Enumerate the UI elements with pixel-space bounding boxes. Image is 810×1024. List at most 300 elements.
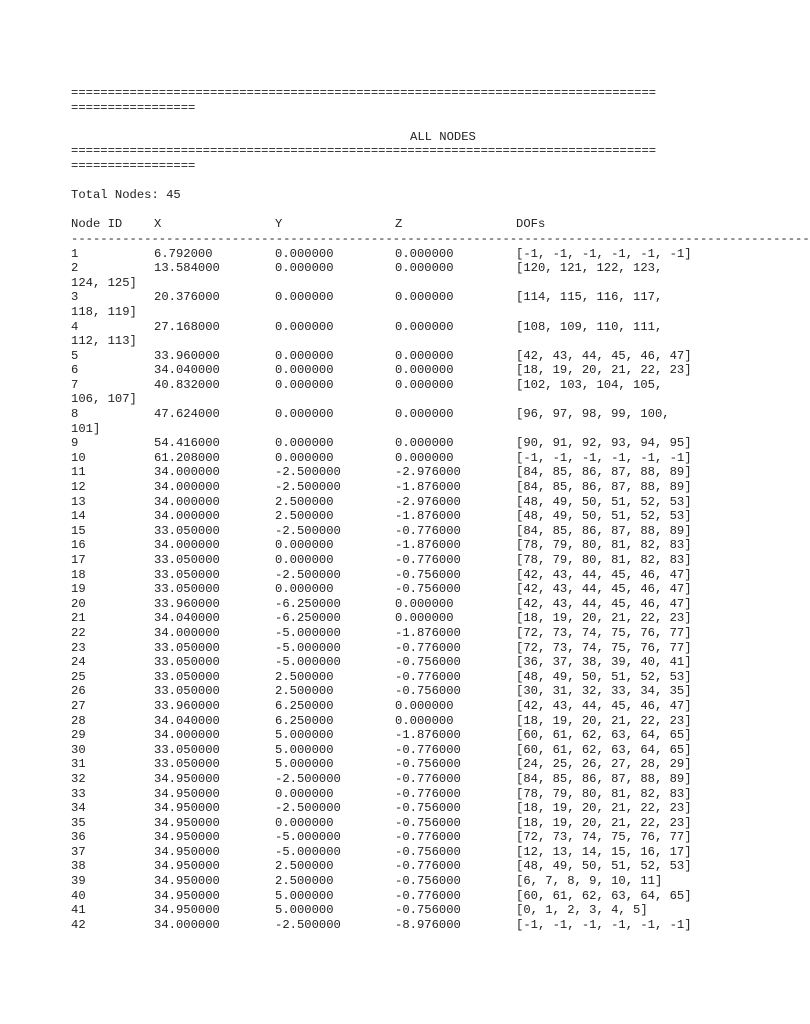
y-cell: -5.000000 — [275, 655, 341, 670]
node-id-cell: 22 — [71, 625, 86, 640]
node-id-cell: 15 — [71, 523, 86, 538]
node-id-cell: 23 — [71, 640, 86, 655]
rule-line-top: ================================================================================ — [71, 86, 657, 100]
node-id-cell: 33 — [71, 786, 86, 801]
dofs-cell: [48, 49, 50, 51, 52, 53] — [516, 509, 692, 524]
dofs-cell: [12, 13, 14, 15, 16, 17] — [516, 844, 692, 859]
z-cell: -2.976000 — [395, 494, 461, 509]
z-cell: -0.776000 — [395, 786, 461, 801]
z-cell: -8.976000 — [395, 917, 461, 932]
spacer — [71, 130, 711, 145]
table-row-cells — [71, 626, 711, 641]
table-row-cells — [71, 451, 711, 466]
z-cell: -0.776000 — [395, 771, 461, 786]
header-node-id: Node ID — [71, 217, 123, 232]
dofs-cell: [90, 91, 92, 93, 94, 95] — [516, 436, 692, 451]
table-row-cells — [71, 465, 711, 480]
y-cell: 0.000000 — [275, 290, 334, 305]
table-row-cells — [71, 830, 711, 845]
y-cell: 0.000000 — [275, 582, 334, 597]
node-id-cell: 32 — [71, 771, 86, 786]
x-cell: 54.416000 — [154, 436, 220, 451]
dofs-cell: [30, 31, 32, 33, 34, 35] — [516, 684, 692, 699]
y-cell: 0.000000 — [275, 363, 334, 378]
y-cell: 0.000000 — [275, 538, 334, 553]
table-row-cells — [71, 407, 711, 422]
dofs-cell: [72, 73, 74, 75, 76, 77] — [516, 640, 692, 655]
dofs-cell: [42, 43, 44, 45, 46, 47] — [516, 698, 692, 713]
table-row-cells — [71, 349, 711, 364]
node-id-cell: 35 — [71, 815, 86, 830]
x-cell: 34.950000 — [154, 874, 220, 889]
table-row-cells — [71, 247, 711, 262]
y-cell: 2.500000 — [275, 509, 334, 524]
y-cell: -2.500000 — [275, 917, 341, 932]
table-row — [71, 670, 711, 685]
z-cell: -0.776000 — [395, 830, 461, 845]
z-cell: -0.756000 — [395, 801, 461, 816]
y-cell: 2.500000 — [275, 669, 334, 684]
node-id-cell: 9 — [71, 436, 79, 451]
x-cell: 33.050000 — [154, 640, 220, 655]
table-row — [71, 874, 711, 889]
node-id-cell: 36 — [71, 830, 86, 845]
table-row — [71, 889, 711, 904]
x-cell: 33.050000 — [154, 582, 220, 597]
table-row — [71, 611, 711, 626]
dofs-cell: [18, 19, 20, 21, 22, 23] — [516, 363, 692, 378]
node-id-cell: 18 — [71, 567, 86, 582]
total-nodes: Total Nodes: 45 — [71, 188, 181, 203]
y-cell: 2.500000 — [275, 859, 334, 874]
z-cell: -0.756000 — [395, 757, 461, 772]
table-row-cells — [71, 757, 711, 772]
x-cell: 20.376000 — [154, 290, 220, 305]
table-row — [71, 480, 711, 495]
table-row-cells — [71, 320, 711, 335]
z-cell: -1.876000 — [395, 509, 461, 524]
z-cell: -2.976000 — [395, 465, 461, 480]
z-cell: -0.756000 — [395, 815, 461, 830]
y-cell: -6.250000 — [275, 596, 341, 611]
node-id-cell: 12 — [71, 480, 86, 495]
node-id-cell: 14 — [71, 509, 86, 524]
y-cell: 0.000000 — [275, 261, 334, 276]
node-id-cell: 34 — [71, 801, 86, 816]
y-cell: -2.500000 — [275, 523, 341, 538]
y-cell: 5.000000 — [275, 757, 334, 772]
table-row-cells — [71, 889, 711, 904]
table-header — [71, 217, 711, 232]
table-row — [71, 320, 711, 349]
z-cell: -1.876000 — [395, 728, 461, 743]
table-row-cells — [71, 378, 711, 393]
rule-line-bottom-wrap: ================= — [71, 158, 196, 173]
table-row — [71, 465, 711, 480]
z-cell: 0.000000 — [395, 713, 454, 728]
y-cell: 0.000000 — [275, 246, 334, 261]
y-cell: -2.500000 — [275, 567, 341, 582]
node-id-cell: 30 — [71, 742, 86, 757]
rule-line-bottom: ================================================================================ — [71, 144, 657, 159]
table-row-cells — [71, 261, 711, 276]
y-cell: 0.000000 — [275, 407, 334, 422]
node-id-cell: 16 — [71, 538, 86, 553]
z-cell: -0.776000 — [395, 523, 461, 538]
y-cell: 5.000000 — [275, 728, 334, 743]
dofs-cell: [18, 19, 20, 21, 22, 23] — [516, 611, 692, 626]
table-row-cells — [71, 903, 711, 918]
dofs-cell: [72, 73, 74, 75, 76, 77] — [516, 830, 692, 845]
table-row-cells — [71, 611, 711, 626]
table-row — [71, 509, 711, 524]
table-row — [71, 524, 711, 539]
table-row — [71, 582, 711, 597]
x-cell: 33.050000 — [154, 523, 220, 538]
table-row — [71, 568, 711, 583]
x-cell: 34.000000 — [154, 494, 220, 509]
node-id-cell: 6 — [71, 363, 79, 378]
node-table-body — [71, 247, 711, 933]
dofs-cell: [24, 25, 26, 27, 28, 29] — [516, 757, 692, 772]
header-dofs: DOFs — [516, 217, 546, 232]
x-cell: 34.950000 — [154, 903, 220, 918]
z-cell: -1.876000 — [395, 538, 461, 553]
table-row — [71, 407, 711, 436]
table-row-cells — [71, 743, 711, 758]
x-cell: 34.950000 — [154, 771, 220, 786]
y-cell: -5.000000 — [275, 844, 341, 859]
z-cell: -0.756000 — [395, 655, 461, 670]
spacer — [71, 203, 711, 218]
dofs-continuation: 106, 107] — [71, 392, 137, 407]
dofs-cell: [84, 85, 86, 87, 88, 89] — [516, 771, 692, 786]
y-cell: 5.000000 — [275, 888, 334, 903]
document-page — [71, 86, 810, 932]
table-row — [71, 495, 711, 510]
table-row — [71, 349, 711, 364]
y-cell: -2.500000 — [275, 771, 341, 786]
dofs-cell: [114, 115, 116, 117, — [516, 290, 663, 305]
z-cell: 0.000000 — [395, 377, 454, 392]
dofs-continuation: 124, 125] — [71, 275, 137, 290]
dofs-cell: [42, 43, 44, 45, 46, 47] — [516, 567, 692, 582]
table-row-cells — [71, 670, 711, 685]
y-cell: 6.250000 — [275, 698, 334, 713]
z-cell: 0.000000 — [395, 436, 454, 451]
x-cell: 61.208000 — [154, 450, 220, 465]
x-cell: 33.050000 — [154, 567, 220, 582]
dofs-cell: [-1, -1, -1, -1, -1, -1] — [516, 450, 692, 465]
x-cell: 34.000000 — [154, 917, 220, 932]
y-cell: 6.250000 — [275, 713, 334, 728]
table-row — [71, 743, 711, 758]
table-row — [71, 772, 711, 787]
table-row-cells — [71, 684, 711, 699]
y-cell: 0.000000 — [275, 553, 334, 567]
z-cell: -0.776000 — [395, 640, 461, 655]
table-row-cells — [71, 582, 711, 597]
z-cell: 0.000000 — [395, 596, 454, 611]
header-divider: ----------------------------------------------------------------------------------------------------- — [71, 231, 810, 246]
x-cell: 34.000000 — [154, 509, 220, 524]
node-id-cell: 17 — [71, 553, 86, 567]
table-row-cells — [71, 845, 711, 860]
x-cell: 33.960000 — [154, 698, 220, 713]
table-row — [71, 655, 711, 670]
table-row — [71, 378, 711, 407]
node-id-cell: 25 — [71, 669, 86, 684]
dofs-cell: [6, 7, 8, 9, 10, 11] — [516, 874, 663, 889]
x-cell: 33.050000 — [154, 684, 220, 699]
node-id-cell: 2 — [71, 261, 79, 276]
x-cell: 34.000000 — [154, 480, 220, 495]
table-row-cells — [71, 436, 711, 451]
x-cell: 40.832000 — [154, 377, 220, 392]
z-cell: 0.000000 — [395, 348, 454, 363]
page-title: ALL NODES — [410, 129, 476, 144]
node-id-cell: 37 — [71, 844, 86, 859]
x-cell: 33.050000 — [154, 669, 220, 684]
x-cell: 34.950000 — [154, 786, 220, 801]
node-id-cell: 4 — [71, 319, 79, 334]
x-cell: 34.950000 — [154, 815, 220, 830]
node-id-cell: 21 — [71, 611, 86, 626]
table-row-cells — [71, 480, 711, 495]
z-cell: -0.756000 — [395, 567, 461, 582]
table-row — [71, 626, 711, 641]
table-row — [71, 597, 711, 612]
y-cell: -2.500000 — [275, 801, 341, 816]
node-id-cell: 31 — [71, 757, 86, 772]
table-row-cells — [71, 787, 711, 802]
x-cell: 33.960000 — [154, 348, 220, 363]
table-row — [71, 859, 711, 874]
dofs-cell: [-1, -1, -1, -1, -1, -1] — [516, 246, 692, 261]
dofs-cell: [84, 85, 86, 87, 88, 89] — [516, 480, 692, 495]
z-cell: -0.776000 — [395, 553, 461, 567]
table-row — [71, 699, 711, 714]
y-cell: 5.000000 — [275, 903, 334, 918]
dofs-cell: [60, 61, 62, 63, 64, 65] — [516, 728, 692, 743]
dofs-cell: [96, 97, 98, 99, 100, — [516, 407, 670, 422]
dofs-cell: [48, 49, 50, 51, 52, 53] — [516, 494, 692, 509]
dofs-cell: [18, 19, 20, 21, 22, 23] — [516, 801, 692, 816]
dofs-continuation: 101] — [71, 421, 101, 436]
table-row-cells — [71, 641, 711, 656]
x-cell: 34.040000 — [154, 611, 220, 626]
y-cell: -2.500000 — [275, 465, 341, 480]
table-row-cells — [71, 699, 711, 714]
node-id-cell: 13 — [71, 494, 86, 509]
header-z: Z — [395, 217, 403, 232]
x-cell: 34.950000 — [154, 830, 220, 845]
x-cell: 34.000000 — [154, 538, 220, 553]
z-cell: -0.756000 — [395, 684, 461, 699]
x-cell: 34.040000 — [154, 713, 220, 728]
z-cell: 0.000000 — [395, 363, 454, 378]
table-row-cells — [71, 816, 711, 831]
y-cell: 0.000000 — [275, 815, 334, 830]
table-row-cells — [71, 553, 711, 568]
table-row-cells — [71, 495, 711, 510]
node-id-cell: 1 — [71, 246, 79, 261]
node-id-cell: 26 — [71, 684, 86, 699]
z-cell: -0.756000 — [395, 844, 461, 859]
x-cell: 33.050000 — [154, 553, 220, 567]
dofs-cell: [60, 61, 62, 63, 64, 65] — [516, 888, 692, 903]
node-id-cell: 8 — [71, 407, 79, 422]
y-cell: -6.250000 — [275, 611, 341, 626]
node-id-cell: 28 — [71, 713, 86, 728]
dofs-cell: [-1, -1, -1, -1, -1, -1] — [516, 917, 692, 932]
table-row-cells — [71, 509, 711, 524]
dofs-cell: [60, 61, 62, 63, 64, 65] — [516, 742, 692, 757]
z-cell: -0.776000 — [395, 669, 461, 684]
x-cell: 33.050000 — [154, 757, 220, 772]
x-cell: 34.950000 — [154, 888, 220, 903]
table-row — [71, 816, 711, 831]
table-row — [71, 363, 711, 378]
z-cell: 0.000000 — [395, 261, 454, 276]
x-cell: 34.040000 — [154, 363, 220, 378]
x-cell: 34.000000 — [154, 728, 220, 743]
dofs-cell: [78, 79, 80, 81, 82, 83] — [516, 553, 692, 567]
dofs-cell: [42, 43, 44, 45, 46, 47] — [516, 596, 692, 611]
x-cell: 13.584000 — [154, 261, 220, 276]
table-row — [71, 247, 711, 262]
dofs-cell: [84, 85, 86, 87, 88, 89] — [516, 523, 692, 538]
dofs-cell: [48, 49, 50, 51, 52, 53] — [516, 669, 692, 684]
table-row — [71, 641, 711, 656]
x-cell: 34.950000 — [154, 801, 220, 816]
z-cell: -0.756000 — [395, 903, 461, 918]
z-cell: -1.876000 — [395, 625, 461, 640]
table-row — [71, 684, 711, 699]
table-row — [71, 845, 711, 860]
z-cell: 0.000000 — [395, 611, 454, 626]
node-id-cell: 38 — [71, 859, 86, 874]
node-id-cell: 19 — [71, 582, 86, 597]
z-cell: 0.000000 — [395, 290, 454, 305]
z-cell: 0.000000 — [395, 407, 454, 422]
z-cell: -0.776000 — [395, 742, 461, 757]
x-cell: 34.000000 — [154, 625, 220, 640]
node-id-cell: 27 — [71, 698, 86, 713]
dofs-continuation: 112, 113] — [71, 334, 137, 349]
y-cell: 0.000000 — [275, 348, 334, 363]
dofs-cell: [84, 85, 86, 87, 88, 89] — [516, 465, 692, 480]
table-row-cells — [71, 363, 711, 378]
dofs-cell: [78, 79, 80, 81, 82, 83] — [516, 538, 692, 553]
dofs-cell: [108, 109, 110, 111, — [516, 319, 663, 334]
z-cell: -0.756000 — [395, 582, 461, 597]
y-cell: -2.500000 — [275, 480, 341, 495]
table-row-cells — [71, 655, 711, 670]
z-cell: -0.756000 — [395, 874, 461, 889]
x-cell: 34.000000 — [154, 465, 220, 480]
y-cell: 0.000000 — [275, 377, 334, 392]
dofs-cell: [18, 19, 20, 21, 22, 23] — [516, 713, 692, 728]
y-cell: 2.500000 — [275, 494, 334, 509]
dofs-cell: [102, 103, 104, 105, — [516, 377, 663, 392]
table-row — [71, 714, 711, 729]
dofs-cell: [18, 19, 20, 21, 22, 23] — [516, 815, 692, 830]
x-cell: 34.950000 — [154, 844, 220, 859]
y-cell: 2.500000 — [275, 874, 334, 889]
z-cell: 0.000000 — [395, 246, 454, 261]
table-row — [71, 451, 711, 466]
z-cell: 0.000000 — [395, 698, 454, 713]
dofs-cell: [78, 79, 80, 81, 82, 83] — [516, 786, 692, 801]
dofs-continuation: 118, 119] — [71, 304, 137, 319]
table-row-cells — [71, 714, 711, 729]
spacer — [71, 174, 711, 189]
x-cell: 27.168000 — [154, 319, 220, 334]
z-cell: -0.776000 — [395, 859, 461, 874]
dofs-cell: [36, 37, 38, 39, 40, 41] — [516, 655, 692, 670]
table-row — [71, 290, 711, 319]
z-cell: 0.000000 — [395, 319, 454, 334]
rule-line-top-wrap: ================= — [71, 100, 196, 115]
y-cell: 0.000000 — [275, 786, 334, 801]
z-cell: -0.776000 — [395, 888, 461, 903]
y-cell: 2.500000 — [275, 684, 334, 699]
table-row — [71, 903, 711, 918]
node-id-cell: 42 — [71, 917, 86, 932]
z-cell: -1.876000 — [395, 480, 461, 495]
node-id-cell: 39 — [71, 874, 86, 889]
table-row-cells — [71, 918, 711, 933]
node-id-cell: 3 — [71, 290, 79, 305]
table-row — [71, 553, 711, 568]
x-cell: 33.050000 — [154, 655, 220, 670]
table-row — [71, 830, 711, 845]
x-cell: 33.960000 — [154, 596, 220, 611]
table-row-cells — [71, 538, 711, 553]
table-row — [71, 728, 711, 743]
y-cell: 0.000000 — [275, 436, 334, 451]
node-id-cell: 5 — [71, 348, 79, 363]
dofs-cell: [48, 49, 50, 51, 52, 53] — [516, 859, 692, 874]
node-id-cell: 29 — [71, 728, 86, 743]
table-row-cells — [71, 597, 711, 612]
node-id-cell: 11 — [71, 465, 86, 480]
table-row-cells — [71, 524, 711, 539]
header-x: X — [154, 217, 162, 232]
table-row-cells — [71, 290, 711, 305]
y-cell: 0.000000 — [275, 319, 334, 334]
header-y: Y — [275, 217, 283, 232]
y-cell: -5.000000 — [275, 830, 341, 845]
dofs-cell: [72, 73, 74, 75, 76, 77] — [516, 625, 692, 640]
dofs-cell: [42, 43, 44, 45, 46, 47] — [516, 348, 692, 363]
table-row-cells — [71, 874, 711, 889]
node-id-cell: 41 — [71, 903, 86, 918]
y-cell: -5.000000 — [275, 640, 341, 655]
y-cell: 5.000000 — [275, 742, 334, 757]
table-row — [71, 918, 711, 933]
y-cell: -5.000000 — [275, 625, 341, 640]
table-row — [71, 787, 711, 802]
x-cell: 47.624000 — [154, 407, 220, 422]
table-row — [71, 261, 711, 290]
dofs-cell: [0, 1, 2, 3, 4, 5] — [516, 903, 648, 918]
table-row-cells — [71, 728, 711, 743]
dofs-cell: [42, 43, 44, 45, 46, 47] — [516, 582, 692, 597]
z-cell: 0.000000 — [395, 450, 454, 465]
table-row-cells — [71, 568, 711, 583]
